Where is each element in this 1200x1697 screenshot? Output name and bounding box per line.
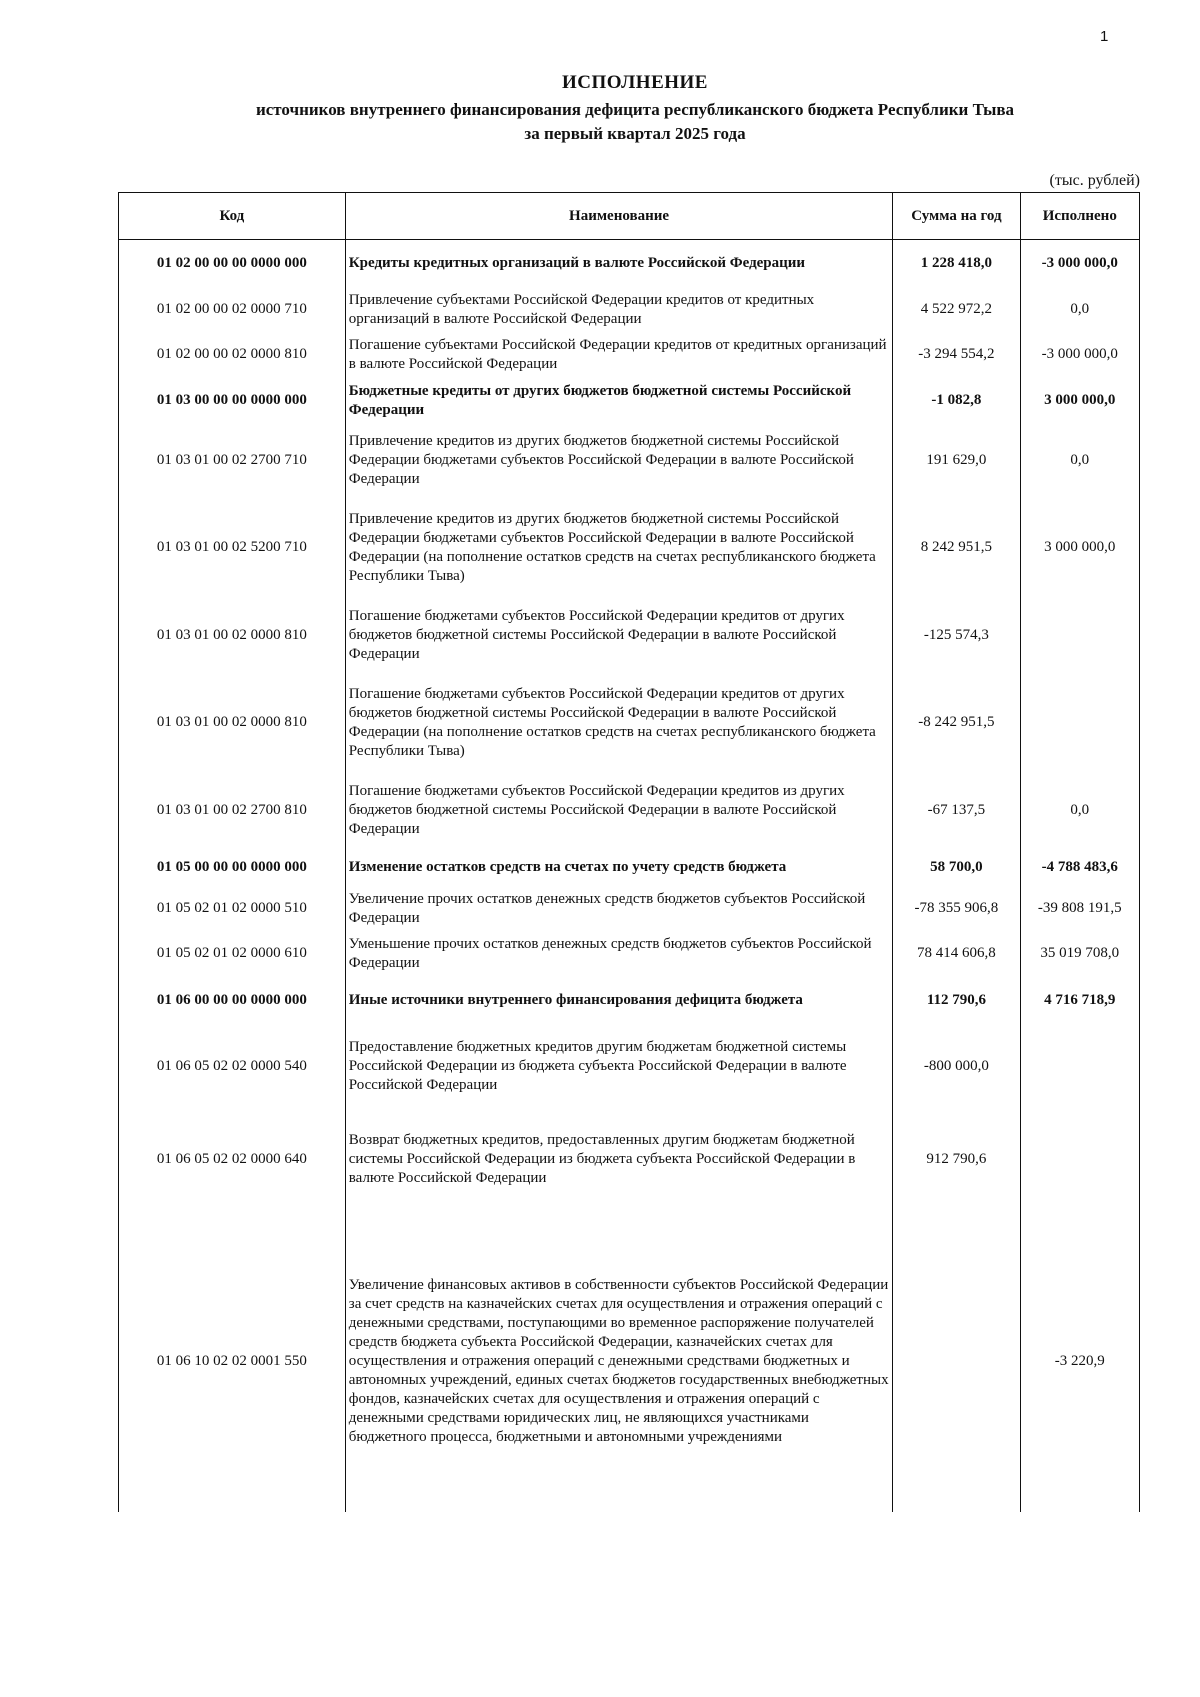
row-sum: 112 790,6	[893, 976, 1020, 1026]
row-code: 01 06 00 00 00 0000 000	[119, 976, 346, 1026]
row-sum: -3 294 554,2	[893, 332, 1020, 378]
row-code: 01 05 02 01 02 0000 510	[119, 886, 346, 932]
row-code: 01 02 00 00 02 0000 710	[119, 288, 346, 332]
row-name: Увеличение финансовых активов в собственности субъектов Российской Федерации за счет средств на казначейских счетах для осуществления и отражения операций с денежными средствами, поступающими во временное распоряжение получателей средств бюджета субъекта Российской Федерации, казначейских счетах для осуществления и отражения операций с денежными средствами бюджетных и автономных учреждений, единых счетах бюджетов государственных внебюджетных фондов, казначейских счетах для осуществления и отражения операций с денежными средствами юридических лиц, не являющихся участниками бюджетного процесса, бюджетными и автономными учреждениями	[345, 1212, 893, 1512]
row-name: Уменьшение прочих остатков денежных средств бюджетов субъектов Российской Федерации	[345, 932, 893, 976]
column-header-name: Наименование	[345, 193, 893, 240]
row-name: Привлечение субъектами Российской Федерации кредитов от кредитных организаций в валюте Российской Федерации	[345, 288, 893, 332]
row-name: Предоставление бюджетных кредитов другим бюджетам бюджетной системы Российской Федерации из бюджета субъекта Российской Федерации в валюте Российской Федерации	[345, 1026, 893, 1108]
row-name: Привлечение кредитов из других бюджетов бюджетной системы Российской Федерации бюджетами субъектов Российской Федерации в валюте Российской Федерации	[345, 424, 893, 498]
table-row	[119, 1026, 1140, 1108]
row-code: 01 06 05 02 02 0000 640	[119, 1108, 346, 1212]
table-row	[119, 378, 1140, 424]
table-row	[119, 332, 1140, 378]
unit-label: (тыс. рублей)	[1049, 172, 1140, 189]
row-code: 01 03 01 00 02 0000 810	[119, 674, 346, 772]
row-done: 35 019 708,0	[1020, 932, 1139, 976]
row-done	[1020, 598, 1139, 674]
row-sum: 1 228 418,0	[893, 240, 1020, 288]
row-sum: -800 000,0	[893, 1026, 1020, 1108]
table-row	[119, 976, 1140, 1026]
row-done: -3 220,9	[1020, 1212, 1139, 1512]
row-name: Бюджетные кредиты от других бюджетов бюджетной системы Российской Федерации	[345, 378, 893, 424]
row-done: 0,0	[1020, 772, 1139, 850]
row-sum: 912 790,6	[893, 1108, 1020, 1212]
page-subtitle: источников внутреннего финансирования дефицита республиканского бюджета Республики Тыва	[255, 100, 1015, 119]
row-name: Погашение бюджетами субъектов Российской Федерации кредитов от других бюджетов бюджетной системы Российской Федерации в валюте Российской Федерации	[345, 598, 893, 674]
row-code: 01 06 05 02 02 0000 540	[119, 1026, 346, 1108]
table-row	[119, 598, 1140, 674]
table-body	[119, 240, 1140, 1512]
page-title: ИСПОЛНЕНИЕ	[562, 72, 708, 93]
table-row	[119, 424, 1140, 498]
row-sum: -67 137,5	[893, 772, 1020, 850]
table-row	[119, 886, 1140, 932]
row-name: Погашение бюджетами субъектов Российской Федерации кредитов от других бюджетов бюджетной системы Российской Федерации в валюте Российской Федерации (на пополнение остатков средств на счетах республиканского бюджета Республики Тыва)	[345, 674, 893, 772]
row-code: 01 02 00 00 02 0000 810	[119, 332, 346, 378]
row-sum: -1 082,8	[893, 378, 1020, 424]
row-name: Иные источники внутреннего финансирования дефицита бюджета	[345, 976, 893, 1026]
table-row	[119, 1108, 1140, 1212]
row-sum: -8 242 951,5	[893, 674, 1020, 772]
row-code: 01 03 01 00 02 2700 810	[119, 772, 346, 850]
row-done: -39 808 191,5	[1020, 886, 1139, 932]
row-done	[1020, 1108, 1139, 1212]
table-row	[119, 1212, 1140, 1512]
row-done: 3 000 000,0	[1020, 378, 1139, 424]
row-name: Увеличение прочих остатков денежных средств бюджетов субъектов Российской Федерации	[345, 886, 893, 932]
row-code: 01 03 00 00 00 0000 000	[119, 378, 346, 424]
row-done: 0,0	[1020, 424, 1139, 498]
row-code: 01 05 02 01 02 0000 610	[119, 932, 346, 976]
row-sum: 58 700,0	[893, 850, 1020, 886]
row-sum	[893, 1212, 1020, 1512]
row-done: 4 716 718,9	[1020, 976, 1139, 1026]
page-number: 1	[1100, 28, 1109, 45]
row-code: 01 05 00 00 00 0000 000	[119, 850, 346, 886]
table-row	[119, 772, 1140, 850]
row-sum: 78 414 606,8	[893, 932, 1020, 976]
row-name: Погашение бюджетами субъектов Российской Федерации кредитов из других бюджетов бюджетной системы Российской Федерации в валюте Российской Федерации	[345, 772, 893, 850]
table-row	[119, 674, 1140, 772]
row-done	[1020, 1026, 1139, 1108]
row-done: 3 000 000,0	[1020, 498, 1139, 598]
table-row	[119, 932, 1140, 976]
row-name: Погашение субъектами Российской Федерации кредитов от кредитных организаций в валюте Российской Федерации	[345, 332, 893, 378]
budget-table	[118, 192, 1140, 1512]
row-sum: -125 574,3	[893, 598, 1020, 674]
table-row	[119, 240, 1140, 288]
row-sum: 4 522 972,2	[893, 288, 1020, 332]
row-code: 01 03 01 00 02 5200 710	[119, 498, 346, 598]
row-done: -4 788 483,6	[1020, 850, 1139, 886]
column-header-done: Исполнено	[1020, 193, 1139, 240]
row-sum: -78 355 906,8	[893, 886, 1020, 932]
row-code: 01 03 01 00 02 0000 810	[119, 598, 346, 674]
row-code: 01 06 10 02 02 0001 550	[119, 1212, 346, 1512]
row-done: -3 000 000,0	[1020, 332, 1139, 378]
row-code: 01 02 00 00 00 0000 000	[119, 240, 346, 288]
row-sum: 8 242 951,5	[893, 498, 1020, 598]
row-done: -3 000 000,0	[1020, 240, 1139, 288]
column-header-sum: Сумма на год	[893, 193, 1020, 240]
row-name: Привлечение кредитов из других бюджетов бюджетной системы Российской Федерации бюджетами субъектов Российской Федерации в валюте Российской Федерации (на пополнение остатков средств на счетах республиканского бюджета Республики Тыва)	[345, 498, 893, 598]
row-sum: 191 629,0	[893, 424, 1020, 498]
page-period: за первый квартал 2025 года	[524, 124, 746, 143]
row-name: Возврат бюджетных кредитов, предоставленных другим бюджетам бюджетной системы Российской Федерации из бюджета субъекта Российской Федерации в валюте Российской Федерации	[345, 1108, 893, 1212]
row-name: Кредиты кредитных организаций в валюте Российской Федерации	[345, 240, 893, 288]
table-row	[119, 850, 1140, 886]
row-done: 0,0	[1020, 288, 1139, 332]
column-header-code: Код	[119, 193, 346, 240]
table-header-row	[119, 193, 1140, 240]
table-row	[119, 288, 1140, 332]
row-code: 01 03 01 00 02 2700 710	[119, 424, 346, 498]
row-name: Изменение остатков средств на счетах по учету средств бюджета	[345, 850, 893, 886]
row-done	[1020, 674, 1139, 772]
table-row	[119, 498, 1140, 598]
